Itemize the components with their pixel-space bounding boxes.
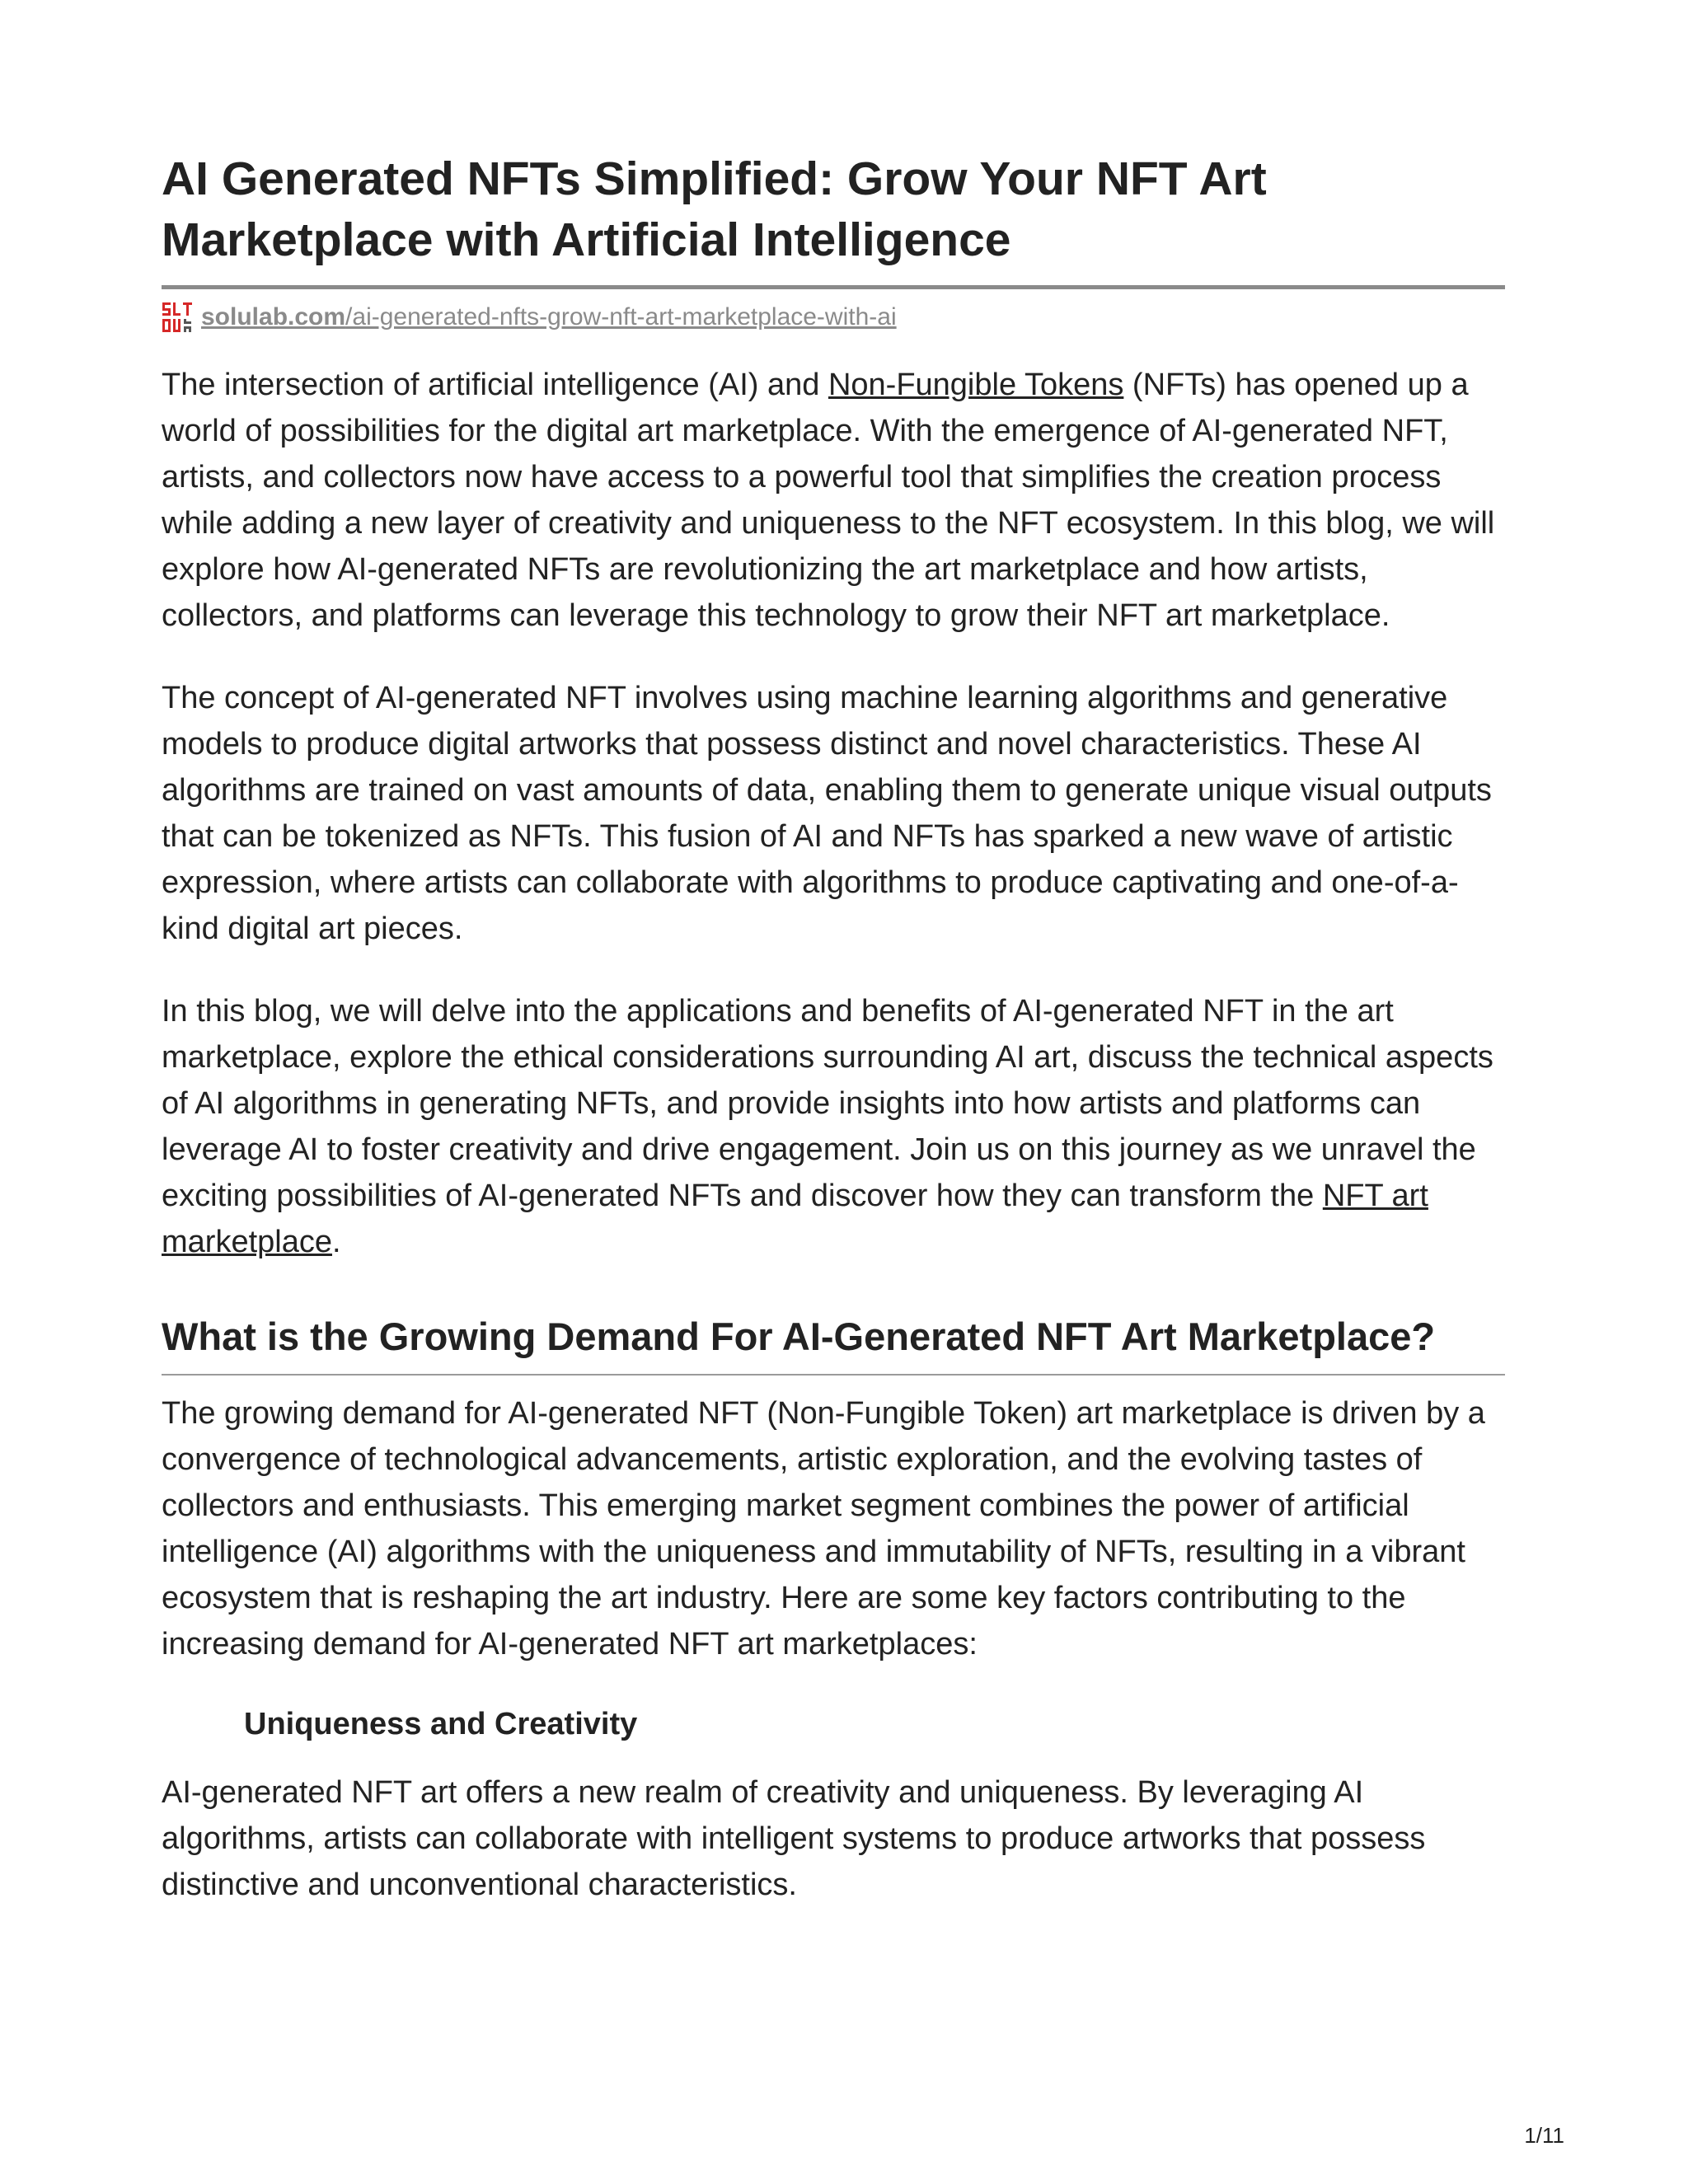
intro-paragraph-1 bbox=[162, 362, 1505, 639]
uniqueness-paragraph: AI-generated NFT art offers a new realm of creativity and uniqueness. By leveraging AI algorithms, artists can collaborate with intelligent systems to produce artworks that possess distinctive and unconventional characteristics. bbox=[162, 1775, 1426, 1902]
section-heading-growing-demand: What is the Growing Demand For AI-Generated NFT Art Marketplace? bbox=[162, 1311, 1505, 1376]
intro-p3-text-after: . bbox=[331, 1225, 341, 1259]
intro-paragraph-3 bbox=[162, 988, 1505, 1265]
source-path: /ai-generated-nfts-grow-nft-art-marketplace-with-ai bbox=[345, 303, 897, 330]
source-domain: solulab.com bbox=[201, 303, 346, 330]
page-number: 1/11 bbox=[1524, 2123, 1564, 2148]
source-link[interactable] bbox=[201, 301, 897, 334]
intro-p3-text-before: In this blog, we will delve into the applications and benefits of AI-generated NFT in the art marketplace, explore the ethical considerations surrounding AI art, discuss the technical aspects of AI algorithms in generating NFTs, and provide insights into how artists and platforms can leverage AI to foster creativity and drive engagement. Join us on this journey as we unravel the exciting possibilities of AI-generated NFTs and discover how they can transform the bbox=[162, 994, 1493, 1213]
intro-p1-text-after: (NFTs) has opened up a world of possibilities for the digital art marketplace. With the emergence of AI-generated NFT, artists, and collectors now have access to a powerful tool that simplifies the creation process while adding a new layer of creativity and uniqueness to the NFT ecosystem. In this blog, we will explore how AI-generated NFTs are revolutionizing the art marketplace and how artists, collectors, and platforms can leverage this technology to grow their NFT art marketplace. bbox=[162, 368, 1495, 633]
non-fungible-tokens-link[interactable]: Non-Fungible Tokens bbox=[828, 368, 1124, 402]
section-1-paragraph: The growing demand for AI-generated NFT (Non-Fungible Token) art marketplace is driven by a convergence of technological advancements, artistic exploration, and the evolving tastes of collectors and enthusiasts. This emerging market segment combines the power of artificial intelligence (AI) algorithms with the uniqueness and immutability of NFTs, resulting in a vibrant ecosystem that is reshaping the art industry. Here are some key factors contributing to the increasing demand for AI-generated NFT art marketplaces: bbox=[162, 1396, 1485, 1661]
subheading-uniqueness-creativity: Uniqueness and Creativity bbox=[244, 1707, 638, 1741]
intro-paragraph-2: The concept of AI-generated NFT involves using machine learning algorithms and generative models to produce digital artworks that possess distinct and novel characteristics. These AI algorithms are trained on vast amounts of data, enabling them to generate unique visual outputs that can be tokenized as NFTs. This fusion of AI and NFTs has sparked a new wave of artistic expression, where artists can collaborate with algorithms to produce captivating and one-of-a-kind digital art pieces. bbox=[162, 681, 1492, 946]
intro-p1-text-before: The intersection of artificial intelligence (AI) and bbox=[162, 368, 828, 402]
solulab-logo-icon bbox=[162, 302, 193, 333]
article-title: AI Generated NFTs Simplified: Grow Your NFT Art Marketplace with Artificial Intelligence bbox=[162, 148, 1505, 289]
nft-art-marketplace-link[interactable]: NFT art marketplace bbox=[162, 1179, 1428, 1259]
source-line bbox=[162, 301, 1505, 334]
document-page bbox=[162, 148, 1505, 1908]
